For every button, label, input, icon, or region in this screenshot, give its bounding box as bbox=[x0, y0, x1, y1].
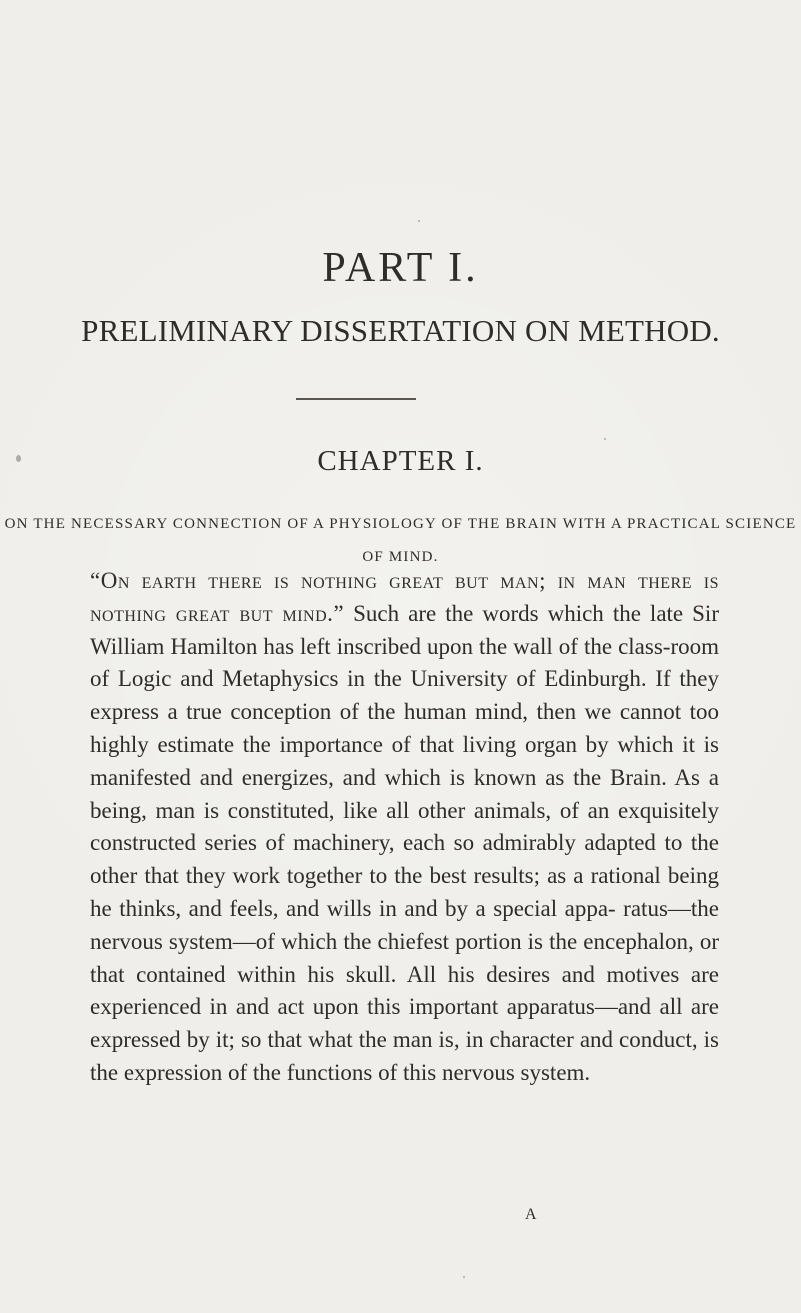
opening-quotation: “On earth there is nothing great but man; in man there is nothing great but mind.” bbox=[90, 568, 719, 626]
part-title: PART I. bbox=[322, 245, 479, 291]
paragraph-text: Such are the words which the late Sir William Hamilton has left inscribed upon the wall of the class-room of Logic and Metaphysics in the University of Edinburgh. If they express a true conception of the human mind, then we cannot too highly estimate the importance of that living organ by which it is manifested and energizes, and which is known as the Brain. As a being, man is constituted, like all other animals, of an exquisitely constructed series of machinery, each so admirably adapted to the other that they work together to the best results; as a rational being he thinks, and feels, and wills in and by a special appa- ratus—the nervous system—of which the chiefest portion is the encephalon, or that contained within his skull. All his desires and motives are experienced in and act upon this important apparatus—and all are expressed by it; so that what the man is, in character and conduct, is the expression of the functions of this nervous system. bbox=[90, 600, 719, 1085]
chapter-title: CHAPTER I. bbox=[317, 445, 484, 477]
paper-speck bbox=[418, 220, 420, 222]
signature-mark: A bbox=[525, 1206, 537, 1223]
paper-speck bbox=[604, 438, 606, 440]
chapter-subheading: ON THE NECESSARY CONNECTION OF A PHYSIOLOGY OF THE BRAIN WITH A PRACTICAL SCIENCE OF MIND. bbox=[4, 516, 797, 565]
body-paragraph bbox=[90, 565, 719, 1090]
section-rule bbox=[296, 398, 416, 400]
dissertation-title: PRELIMINARY DISSERTATION ON METHOD. bbox=[81, 313, 720, 348]
paper-speck bbox=[463, 1276, 465, 1278]
paper-speck bbox=[16, 455, 21, 462]
